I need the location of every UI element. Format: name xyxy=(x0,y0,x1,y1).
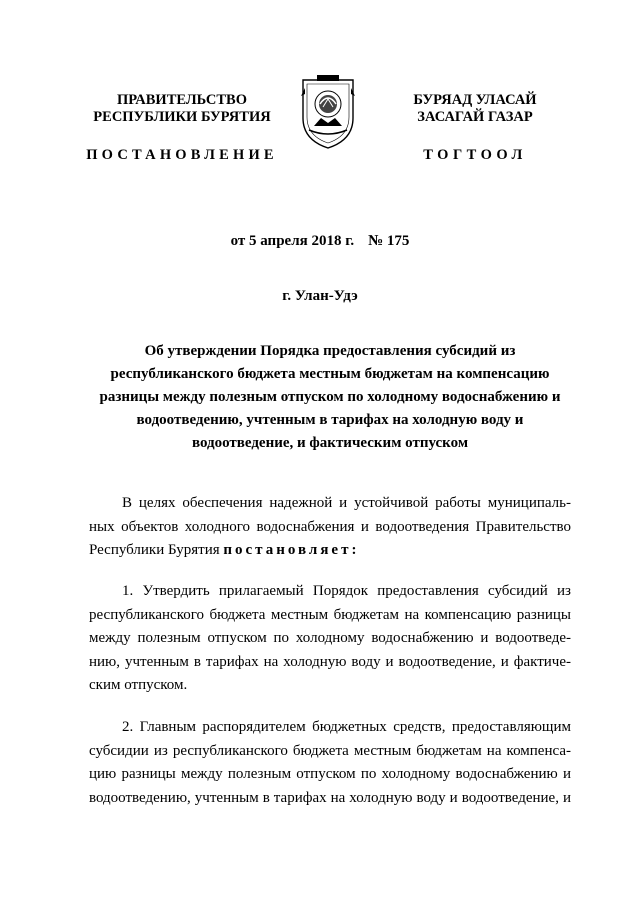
paragraph-line: нию, учтенным в тарифах на холодную воду и водоотведение, и фактиче- xyxy=(89,653,571,670)
document-title xyxy=(90,340,570,455)
document-number: № 175 xyxy=(368,233,410,249)
title-line: разницы между полезным отпуском по холодному водоснабжению и xyxy=(99,389,561,405)
document-date: от 5 апреля 2018 г. xyxy=(230,233,355,249)
government-name-line1: ПРАВИТЕЛЬСТВО xyxy=(117,92,247,108)
paragraph-line: ных объектов холодного водоснабжения и водоотведения Правительство xyxy=(89,518,571,535)
city: г. Улан-Удэ xyxy=(282,288,358,304)
title-line: водоотведение, и фактическим отпуском xyxy=(191,435,469,451)
document-type-buryat: ТОГТООЛ xyxy=(423,147,527,163)
paragraph-line xyxy=(89,539,571,563)
paragraph-line: цию разницы между полезным отпуском по холодному водоснабжению и xyxy=(89,766,571,782)
clause-2-paragraph xyxy=(89,716,571,810)
paragraph-line: субсидии из республиканского бюджета местным бюджетам на компенса- xyxy=(89,742,571,759)
paragraph-line: 1. Утвердить прилагаемый Порядок предоставления субсидий из xyxy=(122,583,571,599)
paragraph-line: между полезным отпуском по холодному водоснабжению и водоотведе- xyxy=(89,630,571,646)
paragraph-line: В целях обеспечения надежной и устойчивой работы муниципаль- xyxy=(122,495,571,511)
title-line: республиканского бюджета местным бюджетам на компенсацию xyxy=(110,366,550,382)
date-number-line xyxy=(0,233,640,250)
government-name-buryat-line1: БУРЯАД УЛАСАЙ xyxy=(413,92,537,108)
government-name-buryat-line2: ЗАСАГАЙ ГАЗАР xyxy=(417,109,533,125)
paragraph-line: ским отпуском. xyxy=(89,677,188,693)
header-left-block xyxy=(72,92,292,164)
paragraph-line: 2. Главным распорядителем бюджетных средств, предоставляющим xyxy=(122,719,571,735)
government-name-line2: РЕСПУБЛИКИ БУРЯТИЯ xyxy=(93,109,271,125)
preamble-text: Республики Бурятия xyxy=(89,542,224,558)
clause-1-paragraph xyxy=(89,580,571,698)
document-type-russian: ПОСТАНОВЛЕНИЕ xyxy=(86,147,278,163)
paragraph-line: республиканского бюджета местным бюджетам на компенсацию разницы xyxy=(89,606,571,623)
title-line: Об утверждении Порядка предоставления субсидий из xyxy=(144,343,516,359)
resolves-keyword: постановляет: xyxy=(223,542,360,558)
preamble-paragraph xyxy=(89,492,571,563)
paragraph-line: водоотведению, учтенным в тарифах на холодную воду и водоотведение, и xyxy=(89,789,571,806)
title-line: водоотведению, учтенным в тарифах на холодную воду и xyxy=(136,412,524,428)
header-right-block xyxy=(380,92,570,164)
coat-of-arms-icon xyxy=(299,74,357,150)
